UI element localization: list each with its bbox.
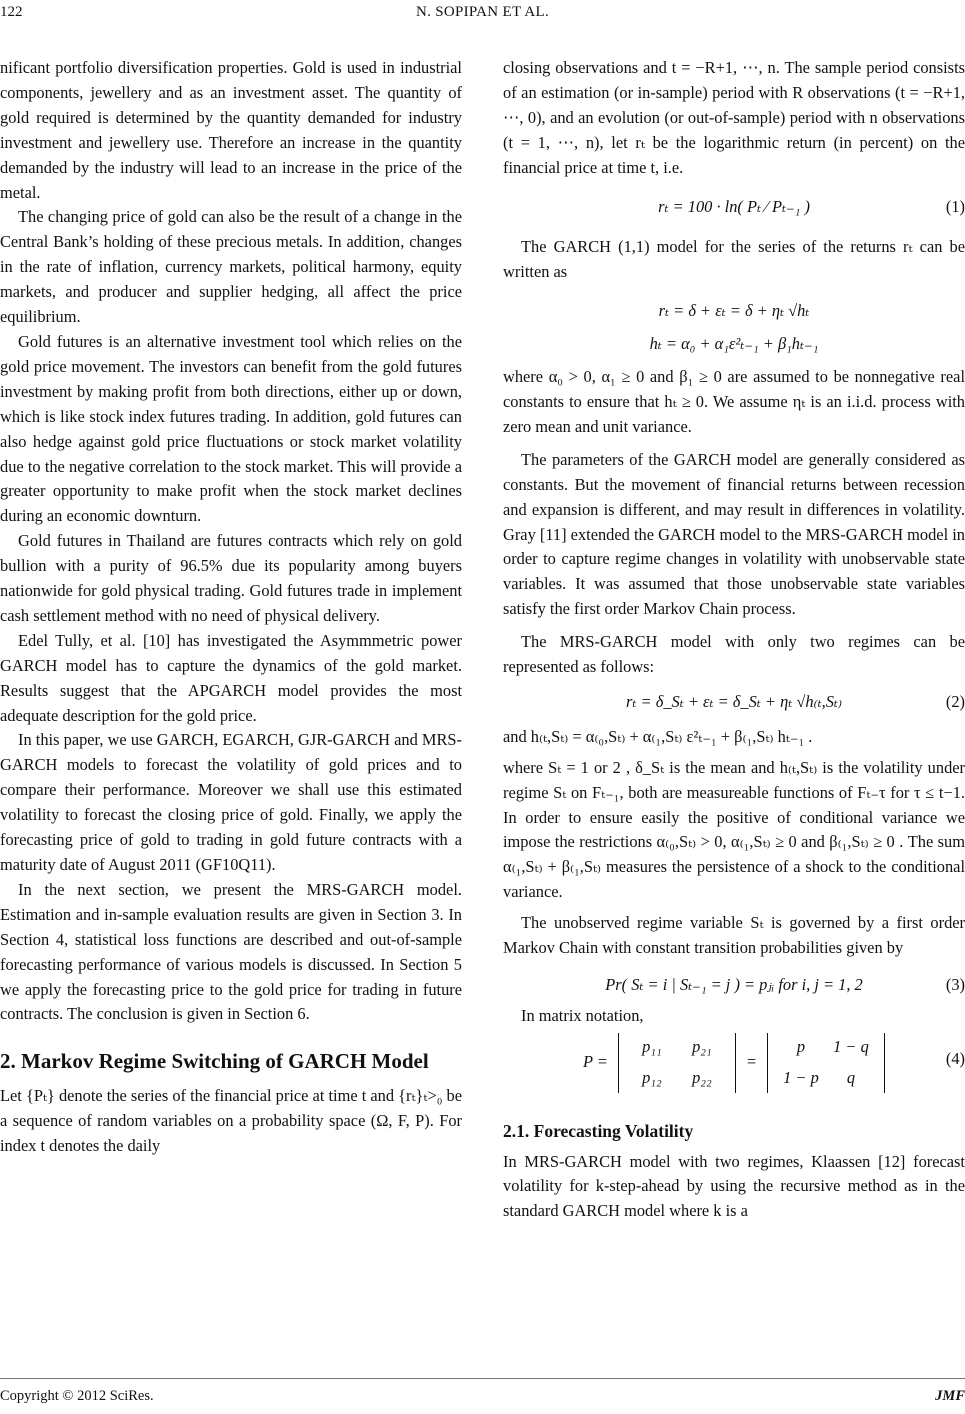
equation-4 [503, 1033, 965, 1093]
equation-2 [503, 690, 965, 715]
equation-body: hₜ = α₀ + α₁ε²ₜ₋₁ + β₁hₜ₋₁ [649, 334, 819, 354]
transition-matrix [583, 1033, 885, 1093]
equation-body: rₜ = δ_Sₜ + εₜ = δ_Sₜ + ηₜ √h₍ₜ,Sₜ₎ [626, 691, 842, 711]
equation-number: (2) [945, 691, 965, 711]
equation-number: (1) [945, 196, 965, 216]
right-column [503, 56, 965, 1224]
equation-garch-variance [503, 332, 965, 357]
subsection-heading: 2.1. Forecasting Volatility [503, 1120, 694, 1141]
paragraph: In this paper, we use GARCH, EGARCH, GJR-GARCH and MRS-GARCH models to forecast the volatility of gold prices and to compare their performance. Moreover we shall use this estimated volatility to forecast the closing price of gold. Finally, we apply the forecasting price of gold to trading in gold future contracts with a maturity date of August 2011 (GF10Q11). [0, 730, 462, 874]
equation-1 [503, 195, 965, 220]
paragraph: Let {Pₜ} denote the series of the financial price at time t and {rₜ}ₜ>₀ be a sequence of random variables on a probability space (Ω, F, P). For index t denotes the daily [0, 1086, 462, 1156]
matrix-cell: p₂₁ [692, 1036, 712, 1056]
equation-number: (4) [945, 1048, 965, 1068]
paragraph: where α₀ > 0, α₁ ≥ 0 and β₁ ≥ 0 are assumed to be nonnegative real constants to ensure that hₜ ≥ 0. We assume ηₜ is an i.i.d. process with zero mean and unit variance. [503, 367, 965, 436]
matrix-cell: 1 − q [833, 1036, 869, 1056]
equation-body: rₜ = 100 · ln( Pₜ ⁄ Pₜ₋₁ ) [658, 196, 810, 216]
matrix-parameters [767, 1033, 885, 1093]
footer-divider [0, 1378, 965, 1379]
paragraph: The changing price of gold can also be the result of a change in the Central Bank’s holding of these precious metals. In addition, changes in the rate of inflation, currency markets, political harmony, equity markets, and producer and supplier hedging, all affect the price equilibrium. [0, 207, 462, 327]
section-heading: 2. Markov Regime Switching of GARCH Model [0, 1049, 429, 1074]
matrix-cell: p [796, 1036, 806, 1056]
matrix-cell: 1 − p [783, 1067, 819, 1087]
matrix-cell: p₁₂ [642, 1067, 662, 1087]
matrix-cell: p₂₂ [692, 1067, 712, 1087]
matrix-equals: = [745, 1052, 757, 1072]
paragraph: The parameters of the GARCH model are generally considered as constants. But the movement of financial returns between recession and expansion is different, and may result in differences in volatility. Gray [11] extended the GARCH model to the MRS-GARCH model in order to capture regime changes in volatility with unobservable state variables. It was assumed that those unobservable state variables satisfy the first order Markov Chain process. [503, 449, 965, 619]
left-column [0, 56, 462, 1159]
paragraph: Edel Tully, et al. [10] has investigated the Asymmmetric power GARCH model has to capture the dynamics of the gold market. Results suggest that the APGARCH model provides the most adequate description for the gold price. [0, 630, 462, 725]
paragraph: Gold futures in Thailand are futures contracts which rely on gold bullion with a purity of 96.5% due its popularity among buyers nationwide for gold physical trading. Gold futures trade in implement cash settlement method with no need of physical delivery. [0, 531, 462, 625]
running-title: N. SOPIPAN ET AL. [415, 4, 550, 20]
paragraph: The GARCH (1,1) model for the series of the returns rₜ can be written as [503, 237, 965, 282]
equation-3 [503, 973, 965, 998]
matrix-cell: p₁₁ [642, 1036, 662, 1056]
paragraph: where Sₜ = 1 or 2 , δ_Sₜ is the mean and h₍ₜ,Sₜ₎ is the volatility under regime Sₜ on Fₜ₋₁, both are measureable functions of Fₜ₋τ for τ ≤ t−1. In order to ensure easily the positive of conditional variance we impose the restrictions α₍₀,Sₜ₎ > 0, α₍₁,Sₜ₎ ≥ 0 and β₍₁,Sₜ₎ ≥ 0 . The sum α₍₁,Sₜ₎ + β₍₁,Sₜ₎ measures the persistence of a shock to the conditional variance. [503, 757, 965, 902]
matrix-lhs: P = [583, 1052, 608, 1072]
journal-abbreviation: JMF [935, 1388, 965, 1404]
paragraph: closing observations and t = −R+1, ⋯, n. The sample period consists of an estimation (or in-sample) period with R observations (t = −R+1, ⋯, 0), and an evolution (or out-of-sample) period with n observations (t = 1, ⋯, n), let rₜ be the logarithmic return (in percent) on the financial price at time t, i.e. [503, 58, 965, 177]
matrix-cell: q [846, 1067, 856, 1087]
page-number: 122 [0, 4, 23, 20]
equation-number: (3) [945, 975, 965, 994]
equation-body: rₜ = δ + εₜ = δ + ηₜ √hₜ [658, 301, 810, 321]
paragraph: In the next section, we present the MRS-GARCH model. Estimation and in-sample evaluation results are given in Section 3. In Section 4, statistical loss functions are described and out-of-sample forecasting performance of various models is discussed. In Section 5 we apply the forecasting price to the gold price for trading in future contracts. The conclusion is given in Section 6. [0, 879, 462, 1024]
paragraph: Gold futures is an alternative investment tool which relies on the gold price movement. The investors can benefit from the gold futures investment by making profit from both directions, either up or down, which is like stock index futures trading. In addition, gold futures can also hedge against gold price fluctuations or stock market volatility due to the negative correlation to the stock market. This will provide a greater opportunity to make profit when the stock market declines during an economic downturn. [0, 331, 462, 526]
copyright: Copyright © 2012 SciRes. [0, 1388, 154, 1404]
paragraph: In matrix notation, [521, 1005, 644, 1025]
paragraph: and h₍ₜ,Sₜ₎ = α₍₀,Sₜ₎ + α₍₁,Sₜ₎ ε²ₜ₋₁ + β₍₁,Sₜ₎ hₜ₋₁ . [503, 726, 813, 746]
paragraph: nificant portfolio diversification properties. Gold is used in industrial components, jewellery and as an investment asset. The quantity of gold required is determined by the quantity demanded for industry investment and jewellery use. Therefore an increase in the quantity demanded by the industry will lead to an increase in the price of the metal. [0, 58, 462, 202]
paragraph: The MRS-GARCH model with only two regimes can be represented as follows: [503, 632, 965, 677]
paragraph: The unobserved regime variable Sₜ is governed by a first order Markov Chain with constant transition probabilities given by [503, 913, 965, 958]
equation-garch-mean [503, 299, 965, 324]
equation-body: Pr( Sₜ = i | Sₜ₋₁ = j ) = pⱼᵢ for i, j = 1, 2 [605, 975, 863, 994]
page-header [0, 4, 965, 28]
paragraph: In MRS-GARCH model with two regimes, Klaassen [12] forecast volatility for k-step-ahead by using the recursive method as in the standard GARCH model where k is a [503, 1151, 965, 1221]
matrix-probabilities [618, 1033, 736, 1093]
